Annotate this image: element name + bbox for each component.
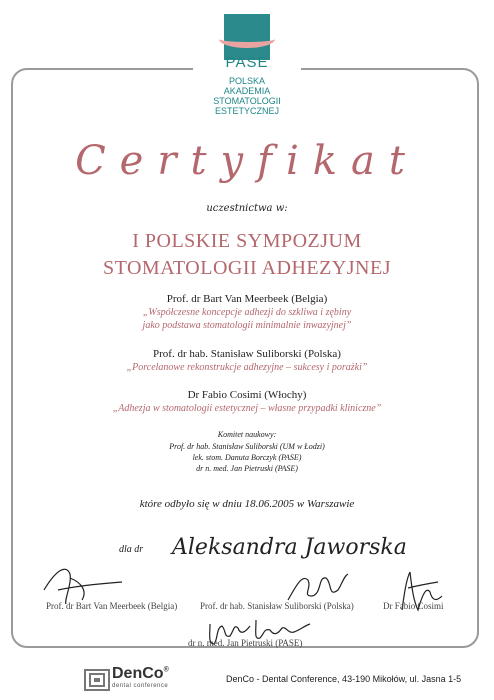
committee-member-2: lek. stom. Danuta Borczyk (PASE): [192, 453, 302, 462]
signature-van-meerbeek: [36, 560, 126, 606]
signature-1-name: Prof. dr Bart Van Meerbeek (Belgia): [46, 601, 178, 611]
event-title-line-1: I POLSKIE SYMPOZJUM: [132, 230, 362, 252]
committee-member-3: dr n. med. Jan Pietruski (PASE): [196, 464, 298, 473]
event-title-line-2: STOMATOLOGII ADHEZYJNEJ: [103, 257, 391, 279]
speaker-1-name: Prof. dr Bart Van Meerbeek (Belgia): [166, 293, 328, 305]
logo-name: PASE: [225, 54, 269, 71]
footer-brand: [112, 665, 169, 683]
speaker-2-topic: „Porcelanowe rekonstrukcje adhezyjne – sukcesy i porażki”: [126, 362, 368, 373]
speaker-1-topic-line-1: „Współczesne koncepcje adhezji do szkliwa i zębiny: [142, 307, 352, 318]
footer-address: DenCo - Dental Conference, 43-190 Mikołów, ul. Jasna 1-5: [226, 674, 462, 684]
logo-smile-icon: [219, 30, 275, 48]
committee-heading: Komitet naukowy:: [217, 430, 277, 439]
speaker-1-topic-line-2: jako podstawa stomatologii minimalnie inwazyjnej”: [142, 320, 352, 331]
certificate-title: Certyfikat: [75, 138, 419, 184]
logo-line-4: ESTETYCZNEJ: [214, 106, 279, 116]
signature-3-name: Dr Fabio Cosimi: [383, 601, 444, 611]
committee-member-1: Prof. dr hab. Stanisław Suliborski (UM w Łodzi): [169, 442, 325, 451]
recipient-label: dla dr: [119, 544, 144, 555]
speaker-3-topic: „Adhezja w stomatologii estetycznej – własne przypadki kliniczne”: [112, 403, 382, 414]
held-date-place: które odbyło się w dniu 18.06.2005 w Warszawie: [139, 498, 355, 510]
logo-line-3: STOMATOLOGII: [213, 96, 281, 106]
logo-line-1: POLSKA: [228, 76, 266, 86]
registered-mark: ®: [163, 666, 169, 674]
footer-brand-name: DenCo: [112, 665, 164, 682]
logo-line-2: AKADEMIA: [223, 86, 271, 96]
signature-4-name: dr n. med. Jan Pietruski (PASE): [188, 638, 303, 648]
participant-label: uczestnictwa w:: [206, 203, 288, 214]
footer-brand-sub: dental conference: [112, 683, 169, 689]
speaker-3-name: Dr Fabio Cosimi (Włochy): [187, 389, 307, 401]
denco-logo-icon: [84, 669, 110, 691]
speaker-2-name: Prof. dr hab. Stanisław Suliborski (Polska): [153, 348, 341, 360]
signature-2-name: Prof. dr hab. Stanisław Suliborski (Polska): [200, 601, 354, 611]
recipient-name: Aleksandra Jaworska: [172, 535, 407, 560]
pase-logo: [193, 0, 301, 130]
